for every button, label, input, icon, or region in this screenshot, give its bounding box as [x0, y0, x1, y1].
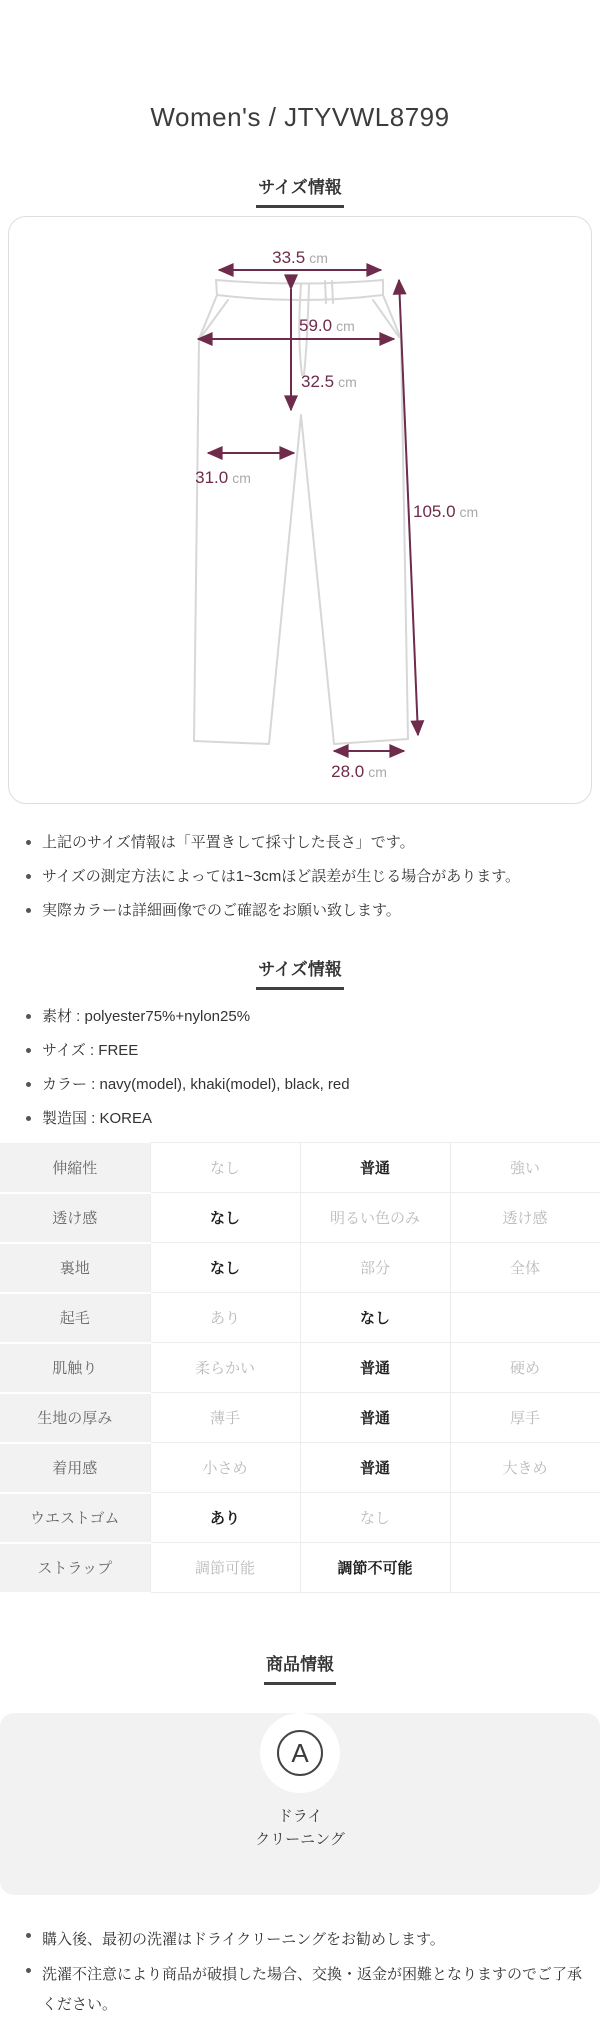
size-diagram-box	[8, 216, 592, 804]
attribute-option: 全体	[450, 1243, 600, 1293]
pocket-line-left	[201, 300, 228, 337]
attribute-option: 小さめ	[150, 1443, 300, 1493]
attribute-label: 伸縮性	[0, 1143, 150, 1193]
pants-outline	[194, 280, 408, 744]
care-box	[0, 1713, 600, 1895]
attributes-table	[0, 1142, 600, 1594]
size-note-item: 実際カラーは詳細画像でのご確認をお願い致します。	[24, 900, 584, 921]
attribute-label: 起毛	[0, 1293, 150, 1343]
spec-item-material: 素材 : polyester75%+nylon25%	[24, 1006, 584, 1027]
attribute-option: なし	[300, 1293, 450, 1343]
attribute-option: 普通	[300, 1393, 450, 1443]
attribute-option	[450, 1493, 600, 1543]
table-row	[0, 1393, 600, 1443]
attribute-option: 調節可能	[150, 1543, 300, 1593]
care-label	[0, 1805, 600, 1851]
size-section-header	[0, 173, 600, 208]
page-title: Women's / JTYVWL8799	[150, 102, 450, 132]
attribute-option: 普通	[300, 1143, 450, 1193]
attribute-label: ストラップ	[0, 1543, 150, 1593]
attribute-option: なし	[300, 1493, 450, 1543]
attribute-option: なし	[150, 1193, 300, 1243]
table-row	[0, 1143, 600, 1193]
table-row	[0, 1293, 600, 1343]
pocket-line-right	[373, 300, 399, 337]
attribute-option: あり	[150, 1293, 300, 1343]
attribute-option: 普通	[300, 1443, 450, 1493]
dimension-arrows	[198, 270, 418, 751]
table-row	[0, 1243, 600, 1293]
attribute-option: 調節不可能	[300, 1543, 450, 1593]
care-label-line2: クリーニング	[255, 1830, 345, 1848]
rise-measurement-label: 32.5 cm	[301, 372, 357, 391]
care-label-line1: ドライ	[277, 1807, 323, 1825]
spec-item-country: 製造国 : KOREA	[24, 1108, 584, 1129]
attribute-option: 硬め	[450, 1343, 600, 1393]
attribute-label: 着用感	[0, 1443, 150, 1493]
product-section-title: 商品情報	[264, 1650, 336, 1685]
attribute-option: 部分	[300, 1243, 450, 1293]
attribute-option: 柔らかい	[150, 1343, 300, 1393]
table-row	[0, 1543, 600, 1593]
size-note-item: 上記のサイズ情報は「平置きして採寸した長さ」です。	[24, 832, 584, 853]
attribute-option: なし	[150, 1243, 300, 1293]
product-section-header	[0, 1650, 600, 1685]
hip-measurement-label: 59.0 cm	[299, 316, 355, 335]
table-row	[0, 1343, 600, 1393]
table-row	[0, 1193, 600, 1243]
hem-measurement-label: 28.0 cm	[331, 762, 387, 781]
attribute-option	[450, 1293, 600, 1343]
attribute-option: 透け感	[450, 1193, 600, 1243]
attribute-option: 普通	[300, 1343, 450, 1393]
care-note-item: 購入後、最初の洗濯はドライクリーニングをお勧めします。	[24, 1925, 584, 1955]
spec-item-color: カラー : navy(model), khaki(model), black, red	[24, 1074, 584, 1095]
attribute-option: 薄手	[150, 1393, 300, 1443]
waist-measurement-label: 33.5 cm	[272, 248, 328, 267]
attribute-option: 厚手	[450, 1393, 600, 1443]
pants-measurement-diagram	[9, 217, 592, 804]
table-row	[0, 1443, 600, 1493]
attribute-option: なし	[150, 1143, 300, 1193]
spec-item-size: サイズ : FREE	[24, 1040, 584, 1061]
care-note-item: 洗濯不注意により商品が破損した場合、交換・返金が困難となりますのでご了承ください。	[24, 1960, 584, 2020]
care-notes-list	[0, 1925, 600, 2020]
attribute-option: あり	[150, 1493, 300, 1543]
attribute-option	[450, 1543, 600, 1593]
attribute-label: 生地の厚み	[0, 1393, 150, 1443]
table-row	[0, 1493, 600, 1543]
size-notes-list	[0, 832, 600, 921]
size-section-title: サイズ情報	[256, 173, 344, 208]
attribute-label: 透け感	[0, 1193, 150, 1243]
size-note-item: サイズの測定方法によっては1~3cmほど誤差が生じる場合があります。	[24, 866, 584, 887]
attribute-label: 裏地	[0, 1243, 150, 1293]
attribute-label: ウエストゴム	[0, 1493, 150, 1543]
attribute-option: 明るい色のみ	[300, 1193, 450, 1243]
dry-clean-letter: A	[277, 1730, 323, 1776]
thigh-measurement-label: 31.0 cm	[195, 468, 251, 487]
dry-clean-icon	[260, 1713, 340, 1793]
attribute-label: 肌触り	[0, 1343, 150, 1393]
spec-section-title: サイズ情報	[256, 955, 344, 990]
attribute-option: 強い	[450, 1143, 600, 1193]
attribute-option: 大きめ	[450, 1443, 600, 1493]
length-measurement-label: 105.0 cm	[413, 502, 479, 521]
spec-section-header	[0, 955, 600, 990]
spec-list	[0, 1006, 600, 1129]
